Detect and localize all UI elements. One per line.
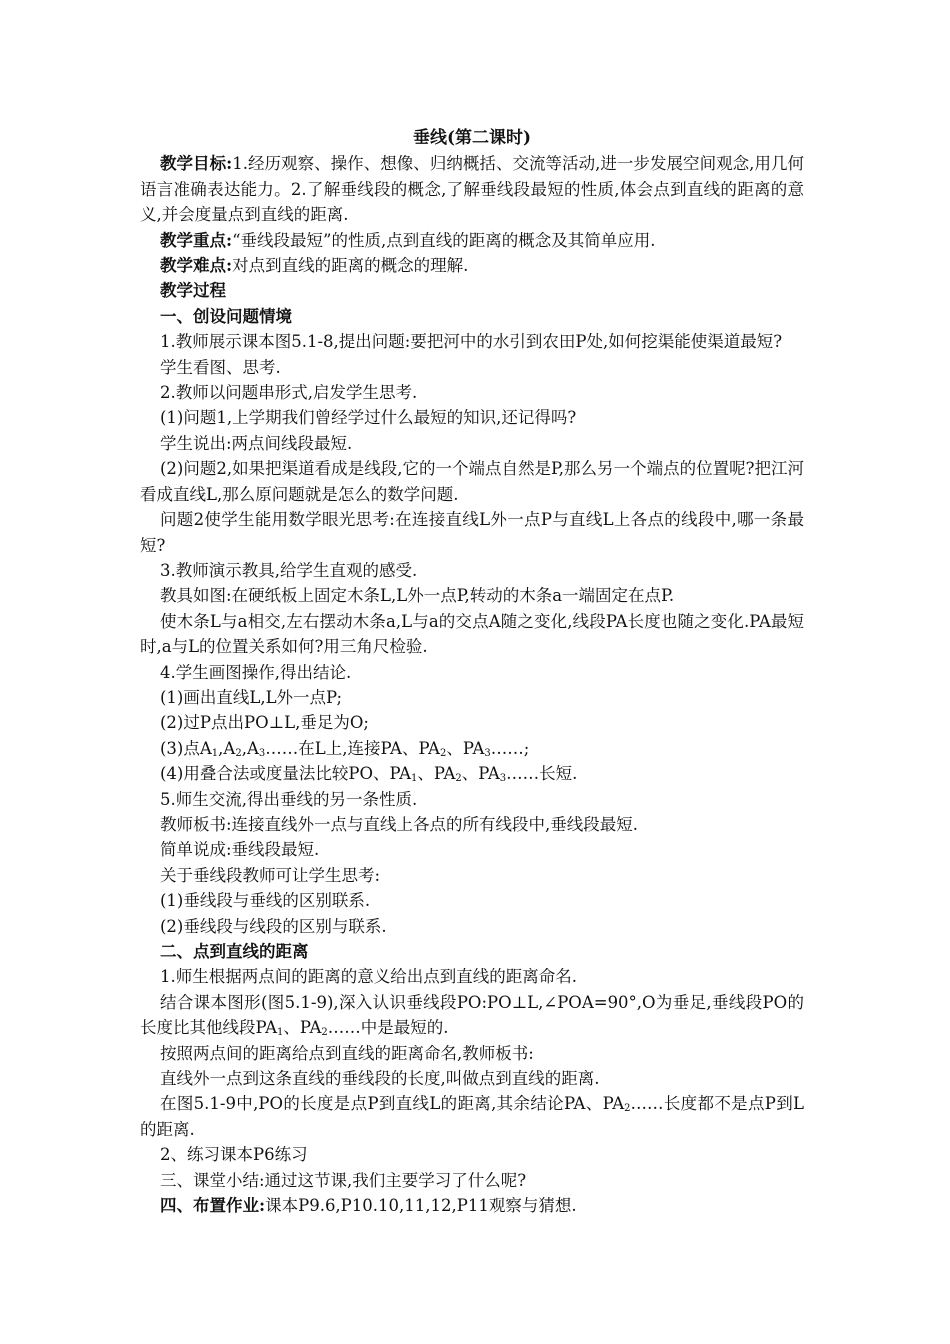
paragraph: 教师板书:连接直线外一点与直线上各点的所有线段中,垂线段最短. (160, 814, 639, 834)
paragraph: 学生看图、思考. (160, 357, 281, 377)
paragraph: 4.学生画图操作,得出结论. (160, 662, 352, 682)
section3-summary: 三、课堂小结:通过这节课,我们主要学习了什么呢? (160, 1170, 527, 1190)
difficulty-text: 对点到直线的距离的概念的理解. (232, 256, 469, 276)
paragraph: 教具如图:在硬纸板上固定木条L,L外一点P,转动的木条a一端固定在点P. (160, 586, 675, 606)
section2-heading: 二、点到直线的距离 (160, 942, 309, 961)
document-title: 垂线(第二课时) (412, 128, 532, 148)
paragraph: 问题2使学生能用数学眼光思考:在连接直线L外一点P与直线L上各点的线段中,哪一条最短? (140, 510, 804, 555)
paragraph: 1.师生根据两点间的距离的意义给出点到直线的距离命名. (160, 967, 577, 987)
paragraph: 5.师生交流,得出垂线的另一条性质. (160, 789, 418, 809)
paragraph: 直线外一点到这条直线的垂线段的长度,叫做点到直线的距离. (160, 1069, 600, 1089)
difficulty-label: 教学难点: (160, 256, 233, 276)
goal-label: 教学目标: (160, 154, 233, 174)
paragraph: (1)画出直线L,L外一点P; (160, 687, 343, 707)
paragraph: 简单说成:垂线段最短. (160, 840, 320, 860)
process-heading: 教学过程 (160, 281, 226, 301)
paragraph: 1.教师展示课本图5.1-8,提出问题:要把河中的水引到农田P处,如何挖渠能使渠道最短? (160, 332, 783, 352)
paragraph: (1)问题1,上学期我们曾经学过什么最短的知识,还记得吗? (160, 408, 577, 428)
key-text: “垂线段最短”的性质,点到直线的距离的概念及其简单应用. (232, 230, 656, 250)
homework-text: 课本P9.6,P10.10,11,12,P11观察与猜想. (265, 1196, 577, 1216)
paragraph: (2)问题2,如果把渠道看成是线段,它的一个端点自然是P,那么另一个端点的位置呢?把江河看成直线L,那么原问题就是怎么的数学问题. (140, 459, 804, 504)
document-page (140, 126, 804, 1218)
paragraph: 3.教师演示教具,给学生直观的感受. (160, 560, 418, 580)
homework-label: 四、布置作业: (160, 1196, 266, 1216)
paragraph: (2)过P点出PO⊥L,垂足为O; (160, 713, 369, 733)
paragraph: (2)垂线段与线段的区别与联系. (160, 916, 387, 936)
key-label: 教学重点: (160, 230, 233, 250)
paragraph: 学生说出:两点间线段最短. (160, 433, 353, 453)
homework (140, 1193, 804, 1218)
paragraph-distance: 在图5.1-9中,PO的长度是点P到直线L的距离,其余结论PA、$PA_2\dots\dots$长度都不是点P到L的距离. (140, 1094, 805, 1139)
paragraph: 使木条L与a相交,左右摆动木条a,L与a的交点A随之变化,线段PA长度也随之变化.PA最短时,a与L的位置关系如何?用三角尺检验. (140, 611, 804, 657)
teaching-key-point (140, 228, 804, 253)
paragraph: 2.教师以问题串形式,启发学生思考. (160, 383, 418, 403)
paragraph: 按照两点间的距离给点到直线的距离命名,教师板书: (160, 1043, 534, 1063)
section1-heading: 一、创设问题情境 (160, 306, 292, 326)
paragraph-figure: 结合课本图形(图5.1-9),深入认识垂线段PO:PO⊥L,∠POA=90°,O为垂足,垂线段PO的长度比其他线段$PA_1$、$PA_2\dots\dots$中是最短的. (140, 992, 804, 1039)
paragraph: 关于垂线段教师可让学生思考: (160, 865, 381, 885)
paragraph-step3: (3)点$A_1,A_2,A_3\dots\dots$在L上,连接PA、$PA_2$、$PA_3\dots\dots$; (160, 738, 530, 759)
paragraph-step4: (4)用叠合法或度量法比较PO、$PA_1$、$PA_2$、$PA_3\dots\dots$长短. (160, 764, 578, 785)
teaching-goal (140, 151, 804, 227)
goal-text: 1.经历观察、操作、想像、归纳概括、交流等活动,进一步发展空间观念,用几何语言准确表达能力。2.了解垂线段的概念,了解垂线段最短的性质,体会点到直线的距离的意义,并会度量点到直线的距离. (140, 154, 805, 225)
paragraph: 2、练习课本P6练习 (160, 1145, 308, 1165)
teaching-difficulty (140, 253, 804, 278)
paragraph: (1)垂线段与垂线的区别联系. (160, 891, 371, 911)
